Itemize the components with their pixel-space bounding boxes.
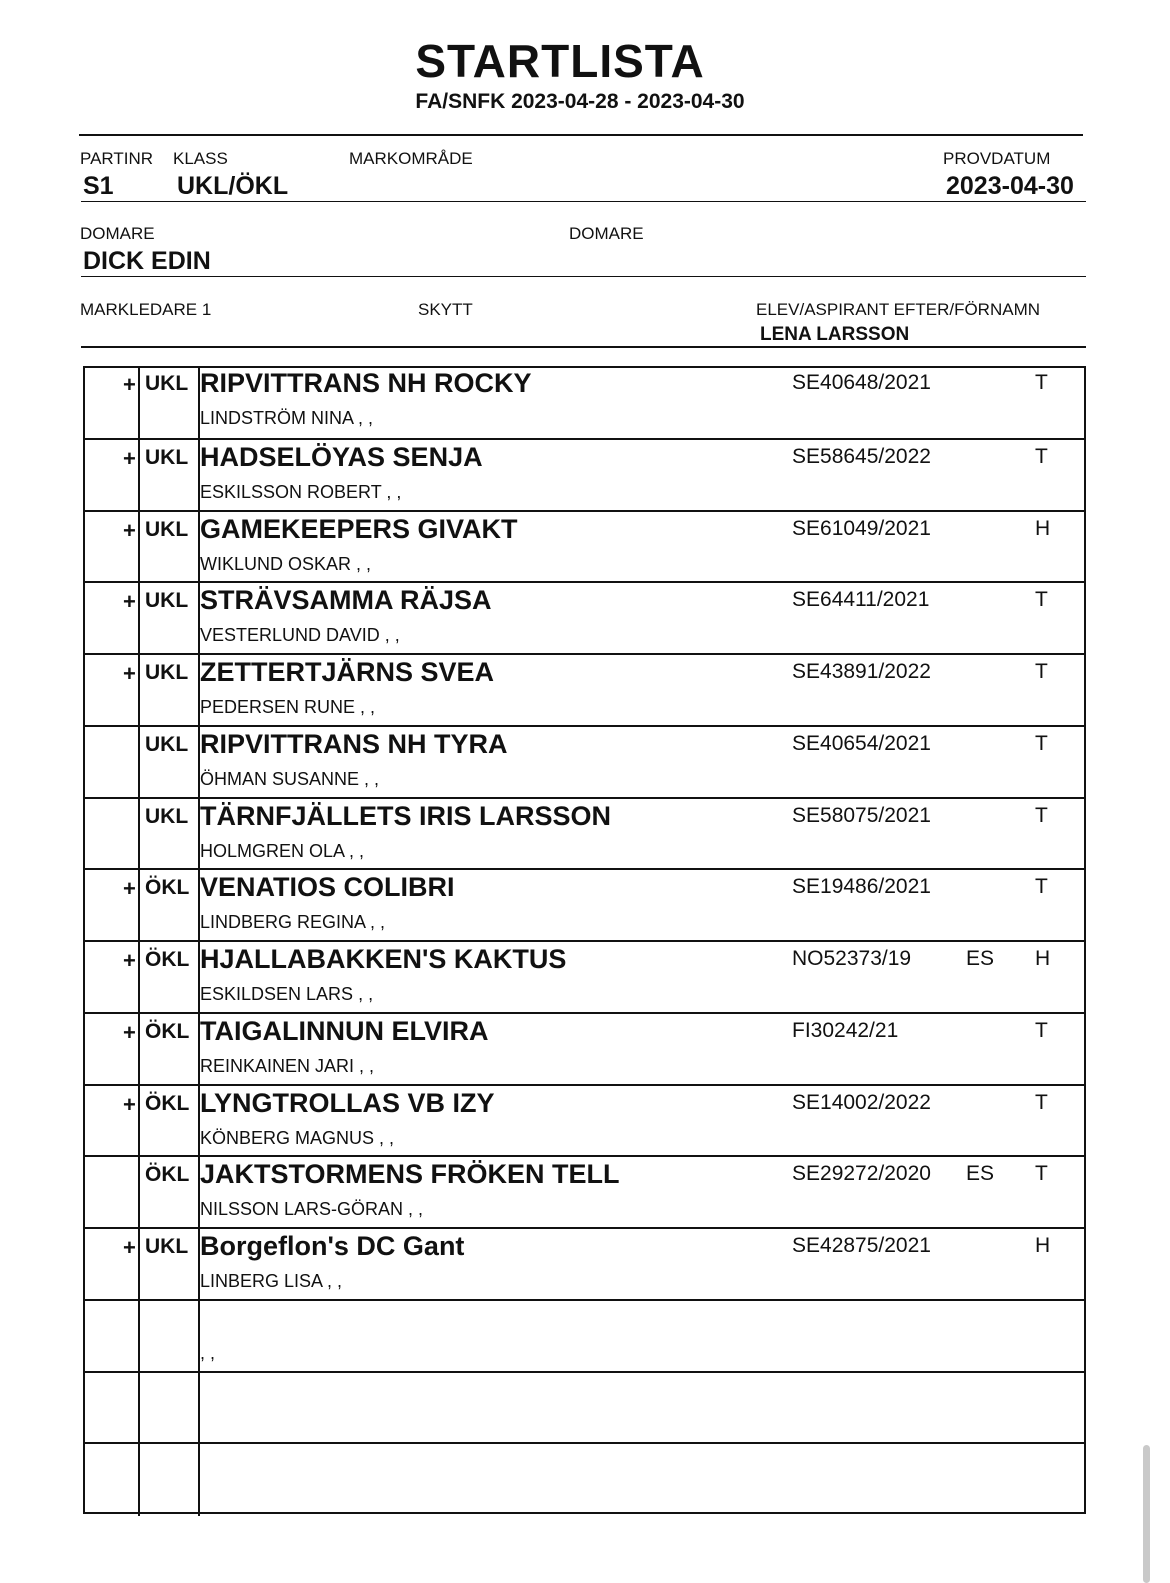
entry-reg-number: SE14002/2022: [792, 1090, 931, 1114]
entry-owner: KÖNBERG MAGNUS , ,: [200, 1127, 395, 1148]
entry-sex: H: [1035, 1234, 1051, 1257]
entry-sex: T: [1035, 371, 1048, 394]
entry-plus-mark: +: [123, 661, 136, 686]
domare1-value: DICK EDIN: [83, 247, 211, 275]
entry-reg-number: SE42875/2021: [792, 1234, 931, 1257]
entry-plus-mark: +: [123, 948, 136, 973]
entry-owner: REINKAINEN JARI , ,: [200, 1055, 375, 1076]
elev-label: ELEV/ASPIRANT EFTER/FÖRNAMN: [756, 300, 1041, 319]
entry-owner: WIKLUND OSKAR , ,: [200, 553, 372, 574]
klass-label: KLASS: [173, 149, 228, 168]
table-row: [83, 510, 1086, 582]
klass-value: UKL/ÖKL: [177, 172, 289, 200]
entry-es-mark: ES: [966, 1162, 995, 1186]
domare1-label: DOMARE: [80, 224, 155, 243]
markledare-label: MARKLEDARE 1: [80, 300, 212, 319]
entry-dog-name: TÄRNFJÄLLETS IRIS LARSSON: [200, 800, 612, 831]
entry-owner: HOLMGREN OLA , ,: [200, 840, 365, 861]
entry-dog-name: LYNGTROLLAS VB IZY: [200, 1087, 495, 1118]
entry-es-mark: ES: [966, 947, 995, 970]
entry-dog-name: GAMEKEEPERS GIVAKT: [200, 513, 518, 544]
entry-dog-name: VENATIOS COLIBRI: [200, 872, 455, 903]
entry-class: UKL: [145, 372, 189, 395]
table-row: [83, 1442, 1086, 1514]
entry-class: UKL: [145, 1235, 189, 1258]
entry-plus-mark: +: [123, 1091, 136, 1117]
entry-class: UKL: [145, 445, 189, 469]
entry-sex: T: [1035, 1162, 1048, 1186]
table-row: [83, 725, 1086, 797]
entry-plus-mark: +: [123, 589, 136, 615]
entry-owner: ESKILDSEN LARS , ,: [200, 984, 374, 1004]
entry-reg-number: FI30242/21: [792, 1018, 899, 1042]
page-subtitle: FA/SNFK 2023-04-28 - 2023-04-30: [415, 90, 745, 113]
table-row: [83, 1155, 1086, 1227]
table-row: [83, 1012, 1086, 1084]
entry-class: ÖKL: [145, 876, 190, 900]
entry-plus-mark: +: [123, 1019, 136, 1045]
entry-dog-name: HADSELÖYAS SENJA: [200, 441, 483, 472]
entry-reg-number: SE58075/2021: [792, 803, 931, 827]
entry-owner: NILSSON LARS-GÖRAN , ,: [200, 1199, 424, 1220]
provdatum-label: PROVDATUM: [943, 149, 1051, 168]
entry-reg-number: SE43891/2022: [792, 660, 931, 683]
entry-sex: T: [1035, 1018, 1048, 1042]
header-divider: [79, 134, 1083, 136]
entry-reg-number: SE40648/2021: [792, 371, 931, 394]
entry-reg-number: NO52373/19: [792, 947, 912, 970]
entry-class: ÖKL: [145, 1091, 190, 1115]
entry-dog-name: JAKTSTORMENS FRÖKEN TELL: [200, 1159, 620, 1190]
provdatum-value: 2023-04-30: [946, 172, 1074, 200]
domare2-label: DOMARE: [569, 224, 644, 243]
entry-sex: T: [1035, 444, 1048, 468]
entry-plus-mark: +: [123, 445, 136, 471]
entry-dog-name: STRÄVSAMMA RÄJSA: [200, 585, 492, 616]
entry-sex: T: [1035, 660, 1048, 683]
entry-class: ÖKL: [145, 1163, 190, 1187]
entry-dog-name: Borgeflon's DC Gant: [200, 1231, 465, 1261]
entry-class: UKL: [145, 661, 189, 684]
entry-reg-number: SE58645/2022: [792, 444, 931, 468]
entry-plus-mark: +: [123, 876, 136, 902]
scrollbar[interactable]: [1143, 1445, 1150, 1583]
table-row: [83, 868, 1086, 940]
entry-dog-name: ZETTERTJÄRNS SVEA: [200, 657, 495, 687]
entry-sex: H: [1035, 947, 1051, 970]
table-row: [83, 1371, 1086, 1443]
table-row: [83, 438, 1086, 510]
entry-class: ÖKL: [145, 948, 190, 971]
entry-reg-number: SE64411/2021: [792, 588, 930, 612]
entry-plus-mark: +: [123, 372, 136, 397]
table-row: [83, 1299, 1086, 1371]
entry-owner: LINBERG LISA , ,: [200, 1271, 343, 1291]
markomrade-label: MARKOMRÅDE: [349, 149, 473, 168]
info-divider-2: [81, 276, 1086, 277]
entry-owner: ESKILSSON ROBERT , ,: [200, 481, 402, 502]
entry-sex: T: [1035, 803, 1048, 827]
entry-owner: ÖHMAN SUSANNE , ,: [200, 768, 380, 789]
entry-sex: T: [1035, 1090, 1048, 1114]
entry-sex: T: [1035, 588, 1048, 612]
entry-reg-number: SE19486/2021: [792, 875, 931, 899]
info-divider-1: [81, 201, 1086, 202]
table-row: [83, 1084, 1086, 1156]
entry-class: ÖKL: [145, 1019, 190, 1043]
entry-sex: T: [1035, 731, 1048, 755]
partinr-label: PARTINR: [80, 149, 154, 168]
entry-class: UKL: [145, 804, 189, 828]
entry-reg-number: SE29272/2020: [792, 1162, 931, 1186]
page-title: STARTLISTA: [415, 35, 705, 87]
table-row: [83, 940, 1086, 1012]
table-row: [83, 797, 1086, 869]
entry-owner: , ,: [200, 1342, 216, 1363]
entry-plus-mark: +: [123, 1235, 136, 1260]
table-row: [83, 653, 1086, 725]
table-row: [83, 581, 1086, 653]
table-row: [83, 366, 1086, 438]
skytt-label: SKYTT: [418, 300, 473, 319]
entry-reg-number: SE40654/2021: [792, 731, 931, 755]
entry-owner: PEDERSEN RUNE , ,: [200, 697, 376, 717]
partinr-value: S1: [83, 172, 114, 200]
entry-owner: VESTERLUND DAVID , ,: [200, 625, 400, 646]
entry-dog-name: RIPVITTRANS NH ROCKY: [200, 368, 532, 398]
entry-owner: LINDBERG REGINA , ,: [200, 912, 386, 933]
table-row: [83, 1227, 1086, 1299]
entry-class: UKL: [145, 517, 189, 541]
entry-owner: LINDSTRÖM NINA , ,: [200, 408, 374, 428]
entry-reg-number: SE61049/2021: [792, 516, 931, 540]
entry-sex: H: [1035, 516, 1051, 540]
entry-plus-mark: +: [123, 517, 136, 543]
entry-dog-name: HJALLABAKKEN'S KAKTUS: [200, 944, 567, 974]
entry-class: UKL: [145, 589, 189, 613]
entry-dog-name: RIPVITTRANS NH TYRA: [200, 728, 508, 759]
info-divider-3: [81, 346, 1086, 348]
elev-value: LENA LARSSON: [760, 324, 910, 345]
entry-sex: T: [1035, 875, 1048, 899]
entry-class: UKL: [145, 732, 189, 756]
entry-dog-name: TAIGALINNUN ELVIRA: [200, 1015, 489, 1046]
